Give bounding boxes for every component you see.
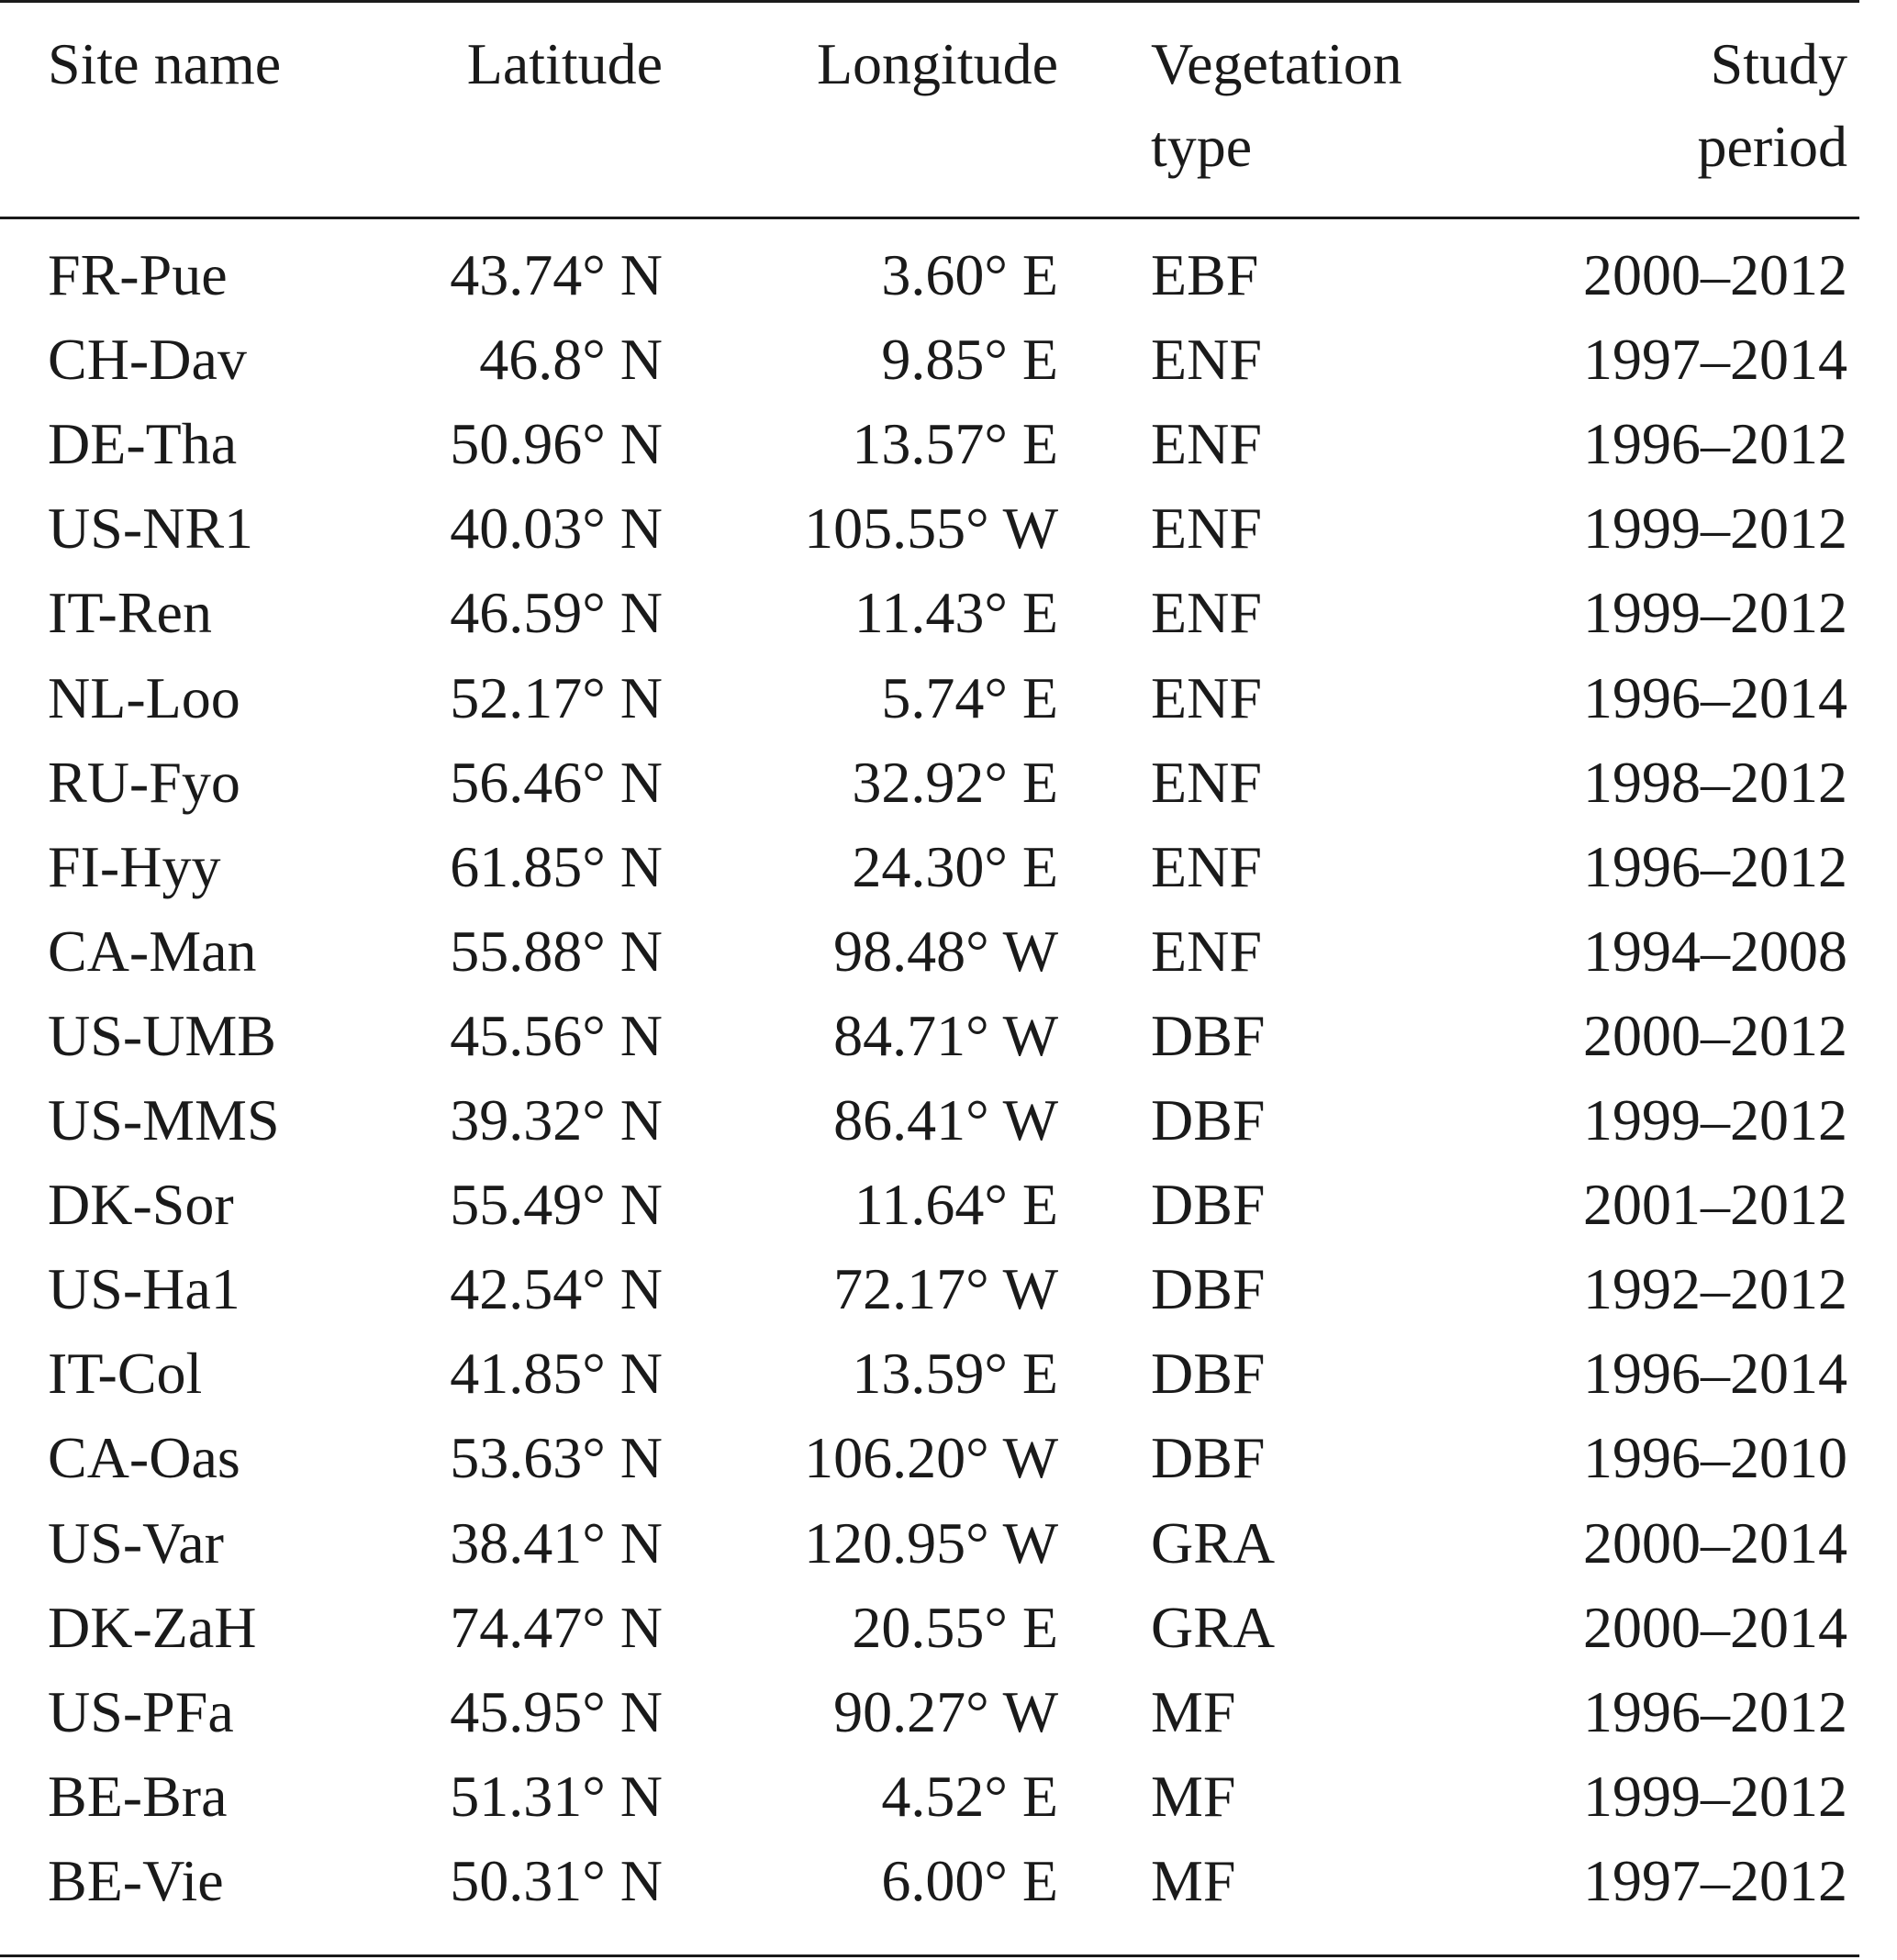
cell-longitude: 90.27° W <box>833 1679 1058 1744</box>
cell-longitude: 9.85° E <box>881 327 1058 392</box>
cell-latitude: 46.8° N <box>479 327 663 392</box>
cell-vegetation-type: ENF <box>1151 580 1262 645</box>
cell-study-period: 1999–2012 <box>1583 496 1847 561</box>
cell-vegetation-type: DBF <box>1151 1172 1266 1237</box>
cell-longitude: 105.55° W <box>804 496 1058 561</box>
cell-vegetation-type: GRA <box>1151 1595 1276 1660</box>
cell-vegetation-type: ENF <box>1151 327 1262 392</box>
cell-site-name: US-UMB <box>48 1003 276 1068</box>
cell-latitude: 53.63° N <box>450 1425 663 1490</box>
header-vegetation-line1: Vegetation <box>1151 31 1402 96</box>
cell-latitude: 43.74° N <box>450 242 663 307</box>
cell-longitude: 13.57° E <box>852 411 1058 476</box>
cell-site-name: IT-Ren <box>48 580 212 645</box>
cell-site-name: DE-Tha <box>48 411 238 476</box>
cell-site-name: CA-Man <box>48 919 257 984</box>
cell-site-name: US-PFa <box>48 1679 234 1744</box>
cell-longitude: 72.17° W <box>833 1256 1058 1321</box>
cell-vegetation-type: DBF <box>1151 1341 1266 1406</box>
cell-longitude: 20.55° E <box>852 1595 1058 1660</box>
cell-vegetation-type: MF <box>1151 1764 1236 1829</box>
cell-vegetation-type: ENF <box>1151 411 1262 476</box>
cell-site-name: RU-Fyo <box>48 750 240 815</box>
cell-longitude: 3.60° E <box>881 242 1058 307</box>
cell-latitude: 46.59° N <box>450 580 663 645</box>
cell-latitude: 55.49° N <box>450 1172 663 1237</box>
cell-site-name: DK-Sor <box>48 1172 234 1237</box>
cell-site-name: BE-Vie <box>48 1848 224 1913</box>
cell-vegetation-type: ENF <box>1151 665 1262 730</box>
cell-vegetation-type: DBF <box>1151 1087 1266 1153</box>
cell-longitude: 86.41° W <box>833 1087 1058 1153</box>
cell-study-period: 1996–2012 <box>1583 1679 1847 1744</box>
header-study-line2: period <box>1697 114 1847 179</box>
header-site-name: Site name <box>48 31 282 96</box>
cell-longitude: 5.74° E <box>881 665 1058 730</box>
cell-study-period: 1992–2012 <box>1583 1256 1847 1321</box>
cell-longitude: 4.52° E <box>881 1764 1058 1829</box>
cell-study-period: 1999–2012 <box>1583 1087 1847 1153</box>
cell-study-period: 2000–2012 <box>1583 1003 1847 1068</box>
cell-longitude: 11.43° E <box>854 580 1058 645</box>
cell-site-name: FI-Hyy <box>48 834 221 899</box>
cell-vegetation-type: DBF <box>1151 1256 1266 1321</box>
cell-study-period: 1997–2014 <box>1583 327 1847 392</box>
cell-latitude: 39.32° N <box>450 1087 663 1153</box>
cell-latitude: 51.31° N <box>450 1764 663 1829</box>
cell-latitude: 45.95° N <box>450 1679 663 1744</box>
cell-study-period: 2000–2012 <box>1583 242 1847 307</box>
cell-longitude: 120.95° W <box>804 1510 1058 1576</box>
cell-latitude: 50.31° N <box>450 1848 663 1913</box>
cell-vegetation-type: DBF <box>1151 1003 1266 1068</box>
cell-site-name: FR-Pue <box>48 242 228 307</box>
cell-study-period: 1996–2012 <box>1583 834 1847 899</box>
cell-latitude: 42.54° N <box>450 1256 663 1321</box>
cell-site-name: US-Var <box>48 1510 224 1576</box>
cell-study-period: 1997–2012 <box>1583 1848 1847 1913</box>
cell-longitude: 106.20° W <box>804 1425 1058 1490</box>
cell-study-period: 1996–2012 <box>1583 411 1847 476</box>
cell-study-period: 1996–2014 <box>1583 665 1847 730</box>
cell-site-name: US-NR1 <box>48 496 254 561</box>
cell-longitude: 32.92° E <box>852 750 1058 815</box>
cell-site-name: DK-ZaH <box>48 1595 257 1660</box>
header-study-line1: Study <box>1710 31 1847 96</box>
cell-vegetation-type: ENF <box>1151 834 1262 899</box>
cell-latitude: 41.85° N <box>450 1341 663 1406</box>
cell-study-period: 2000–2014 <box>1583 1595 1847 1660</box>
cell-site-name: CA-Oas <box>48 1425 240 1490</box>
cell-latitude: 55.88° N <box>450 919 663 984</box>
cell-latitude: 52.17° N <box>450 665 663 730</box>
cell-vegetation-type: MF <box>1151 1679 1236 1744</box>
cell-vegetation-type: GRA <box>1151 1510 1276 1576</box>
cell-longitude: 84.71° W <box>833 1003 1058 1068</box>
cell-site-name: US-Ha1 <box>48 1256 240 1321</box>
cell-study-period: 1999–2012 <box>1583 1764 1847 1829</box>
cell-site-name: IT-Col <box>48 1341 203 1406</box>
cell-site-name: US-MMS <box>48 1087 280 1153</box>
cell-study-period: 2001–2012 <box>1583 1172 1847 1237</box>
cell-longitude: 98.48° W <box>833 919 1058 984</box>
cell-vegetation-type: DBF <box>1151 1425 1266 1490</box>
cell-site-name: BE-Bra <box>48 1764 228 1829</box>
cell-latitude: 74.47° N <box>450 1595 663 1660</box>
cell-site-name: CH-Dav <box>48 327 247 392</box>
cell-longitude: 13.59° E <box>852 1341 1058 1406</box>
cell-vegetation-type: EBF <box>1151 242 1259 307</box>
cell-longitude: 11.64° E <box>854 1172 1058 1237</box>
cell-vegetation-type: ENF <box>1151 750 1262 815</box>
cell-vegetation-type: ENF <box>1151 496 1262 561</box>
cell-study-period: 2000–2014 <box>1583 1510 1847 1576</box>
bottom-rule <box>0 1954 1859 1957</box>
cell-study-period: 1996–2010 <box>1583 1425 1847 1490</box>
cell-site-name: NL-Loo <box>48 665 240 730</box>
cell-latitude: 38.41° N <box>450 1510 663 1576</box>
cell-study-period: 1999–2012 <box>1583 580 1847 645</box>
header-latitude: Latitude <box>466 31 663 96</box>
cell-latitude: 61.85° N <box>450 834 663 899</box>
cell-vegetation-type: MF <box>1151 1848 1236 1913</box>
cell-vegetation-type: ENF <box>1151 919 1262 984</box>
header-vegetation-line2: type <box>1151 114 1253 179</box>
cell-latitude: 56.46° N <box>450 750 663 815</box>
cell-latitude: 50.96° N <box>450 411 663 476</box>
cell-longitude: 6.00° E <box>881 1848 1058 1913</box>
cell-longitude: 24.30° E <box>852 834 1058 899</box>
cell-study-period: 1996–2014 <box>1583 1341 1847 1406</box>
header-longitude: Longitude <box>816 31 1058 96</box>
cell-study-period: 1994–2008 <box>1583 919 1847 984</box>
cell-latitude: 45.56° N <box>450 1003 663 1068</box>
cell-study-period: 1998–2012 <box>1583 750 1847 815</box>
cell-latitude: 40.03° N <box>450 496 663 561</box>
